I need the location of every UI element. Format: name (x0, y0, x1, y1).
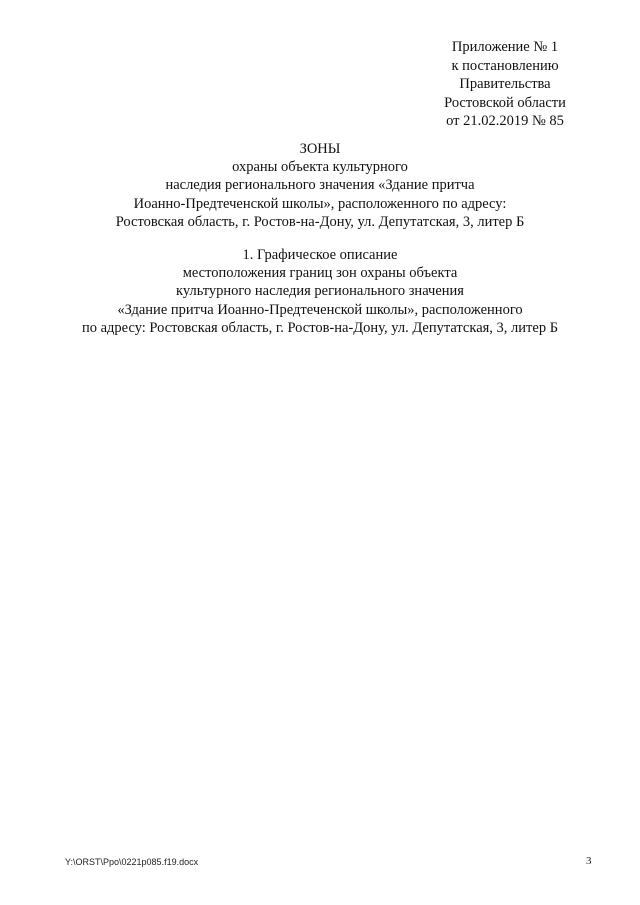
description-line: 1. Графическое описание (242, 247, 398, 263)
zones-line: охраны объекта культурного (232, 159, 408, 176)
appendix-line: Ростовской области (444, 94, 566, 111)
zones-line: Иоанно-Предтеченской школы», расположенного по адресу: (133, 195, 507, 212)
appendix-line: Правительства (459, 76, 551, 93)
appendix-line: от 21.02.2019 № 85 (446, 113, 564, 130)
description-line: по адресу: Ростовская область, г. Ростов-на-Дону, ул. Депутатская, 3, литер Б (81, 319, 559, 336)
description-line: местоположения границ зон охраны объекта (182, 265, 458, 282)
graphic-description-heading (0, 246, 640, 337)
description-line: культурного наследия регионального значения (176, 283, 464, 300)
footer-file-path: Y:\ORST\Ppo\0221p085.f19.docx (65, 857, 199, 867)
description-line: «Здание притча Иоанно-Предтеченской школы», расположенного (117, 301, 523, 318)
appendix-header (410, 38, 600, 131)
appendix-line: к постановлению (451, 57, 559, 74)
zones-line: Ростовская область, г. Ростов-на-Дону, ул. Депутатская, 3, литер Б (115, 213, 525, 230)
page-number: 3 (586, 855, 592, 867)
zones-title: ЗОНЫ (299, 141, 341, 157)
appendix-line: Приложение № 1 (451, 39, 559, 55)
zones-heading (0, 140, 640, 231)
zones-line: наследия регионального значения «Здание притча (165, 177, 475, 194)
